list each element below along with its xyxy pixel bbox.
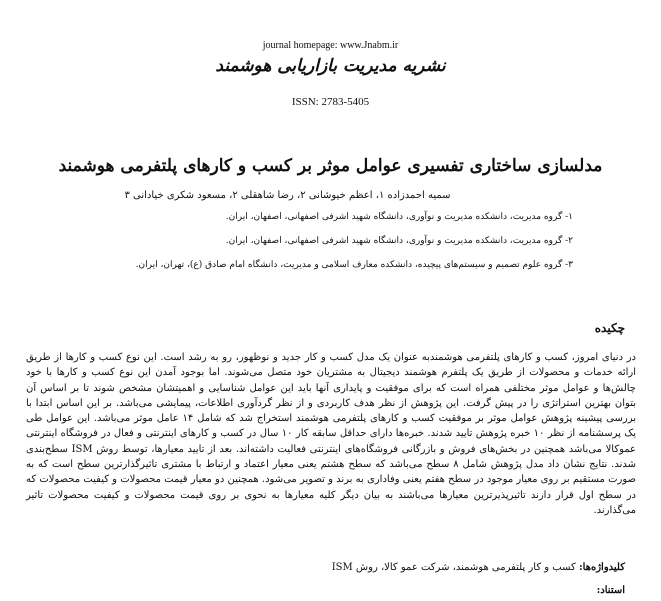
keywords-label: کلیدواژه‌ها: <box>578 562 625 573</box>
keywords <box>332 562 625 573</box>
journal-homepage: journal homepage: www.Jnabm.ir <box>262 40 399 51</box>
affiliation-1: ۱- گروه مدیریت، دانشکده مدیریت و نوآوری، دانشگاه شهید اشرفی اصفهانی، اصفهان، ایران. <box>225 212 573 222</box>
paper-title: مدلسازی ساختاری تفسیری عوامل موثر بر کسب و کارهای پلتفرمی هوشمند <box>58 156 603 176</box>
issn: ISSN: 2783-5405 <box>291 96 370 108</box>
affiliation-3: ۳- گروه علوم تصمیم و سیستم‌های پیچیده، دانشکده معارف اسلامی و مدیریت، دانشگاه امام صادق (ع)، تهران، ایران. <box>135 260 573 270</box>
abstract-body: در دنیای امروز، کسب و کارهای پلتفرمی هوشمندبه عنوان یک مدل کسب و کار جدید و نوظهور، رو به رشد است. این نوع کسب و کارها از طریق ارائه خدمات و محصولات از طریق یک پلتفرم هوشمند دیجیتال به مشتریان خود متصل می‌شوند. اما بوجود آمدن این نوع کسب و کارها با خود چالش‌ها و عوامل موثر مختلفی همراه است که برای موفقیت و پایداری آنها باید این عوامل شناسایی و اهمیتشان مشخص شوند تا بر اساس آن بتوان بهترین استراتژی را در پیش گرفت. این پژوهش از نظر هدف کاربردی و از نظر گردآوری اطلاعات، پیمایشی می‌باشد. بر این اساس ابتدا با بررسی پیشینه پژوهش عوامل موثر بر موفقیت کسب و کارهای پلتفرمی هوشمند استخراج شد که شامل ۱۴ عامل موثر می‌باشد. این عوامل طی یک پرسشنامه از نظر ۱۰ خبره پژوهش تایید شدند. خبره‌ها دارای حداقل سابقه کار ۱۰ سال در کسب و کارهای اینترنتی و فعال در فروشگاه اینترنتی عموکالا می‌باشد همچنین در بخش‌های فروش و بازرگانی فروشگاه‌های اینترنتی فعالیت داشته‌اند. بعد از تایید معیارها، توسط روش ISM سطح‌بندی شدند. نتایج نشان داد مدل پژوهش شامل ۸ سطح می‌باشد که سطح هشتم یعنی معیار اعتماد و ارتباط با مشتری تاثیرگذارترین سطح است که به صورت مستقیم بر روی معیار موجود در سطح هفتم یعنی وفاداری به برند و تصویر می‌شود. همچنین دو معیار قیمت محصولات و کیفیت محصولات که در سطح اول قرار دارند تاثیرپذیرترین معیارها می‌باشند به بیان دیگر کلیه معیارها به نحوی بر روی قیمت محصولات و کیفیت محصولات تاثیر می‌گذارند. <box>26 352 637 516</box>
affiliation-2: ۲- گروه مدیریت، دانشکده مدیریت و نوآوری، دانشگاه شهید اشرفی اصفهانی، اصفهان، ایران. <box>225 236 573 246</box>
citation-label: استناد: <box>596 585 625 596</box>
journal-title: نشریه مدیریت بازاریابی هوشمند <box>215 56 446 76</box>
author-list: سمیه احمدزاده ۱، اعظم خیوشانی ۲، رضا شاهقلی ۲، مسعود شکری خیادانی ۳ <box>124 190 451 201</box>
keywords-value: کسب و کار پلتفرمی هوشمند، شرکت عمو کالا، روش ISM <box>331 562 576 573</box>
abstract-heading: چکیده <box>594 321 625 335</box>
